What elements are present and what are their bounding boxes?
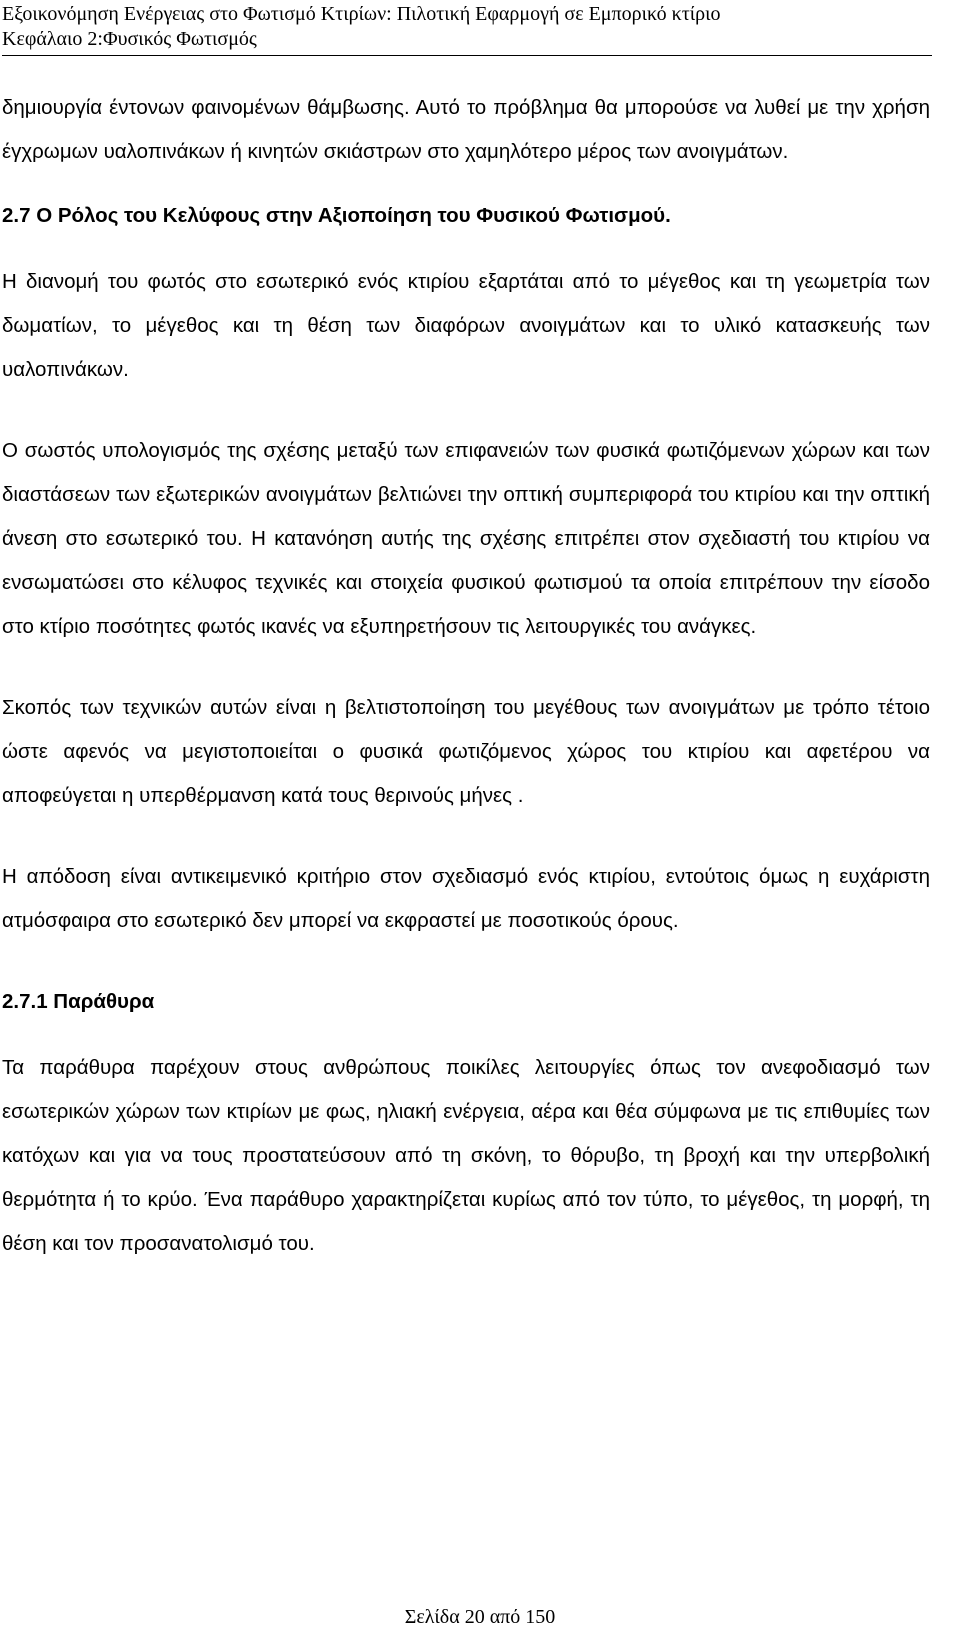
running-header	[2, 2, 932, 56]
paragraph-light-distribution: Η διανομή του φωτός στο εσωτερικό ενός κτιρίου εξαρτάται από το μέγεθος και τη γεωμετρία των δωματίων, το μέγεθος και τη θέση των διαφόρων ανοιγμάτων και το υλικό κατασκευής των υαλοπινάκων.	[2, 270, 930, 381]
header-title: Εξοικονόμηση Ενέργειας στο Φωτισμό Κτιρίων: Πιλοτική Εφαρμογή σε Εμπορικό κτίριο	[2, 3, 721, 25]
paragraph-continuation: δημιουργία έντονων φαινομένων θάμβωσης. Αυτό το πρόβλημα θα μπορούσε να λυθεί με την χρήση έγχρωμων υαλοπινάκων ή κινητών σκιάστρων στο χαμηλότερο μέρος των ανοιγμάτων.	[2, 96, 930, 163]
paragraph-performance-criterion: Η απόδοση είναι αντικειμενικό κριτήριο στον σχεδιασμό ενός κτιρίου, εντούτοις όμως η ευχάριστη ατμόσφαιρα στο εσωτερικό δεν μπορεί να εκφραστεί με ποσοτικούς όρους.	[2, 865, 930, 932]
page-number-footer: Σελίδα 20 από 150	[404, 1606, 556, 1628]
header-chapter: Κεφάλαιο 2:Φυσικός Φωτισμός	[2, 28, 257, 50]
paragraph-windows: Τα παράθυρα παρέχουν στους ανθρώπους ποικίλες λειτουργίες όπως τον ανεφοδιασμό των εσωτερικών χώρων των κτιρίων με φως, ηλιακή ενέργεια, αέρα και θέα σύμφωνα με τις επιθυμίες των κατόχων και για να τους προστατεύσουν από τη σκόνη, το θόρυβο, τη βροχή και την υπερβολική θερμότητα ή το κρύο. Ένα παράθυρο χαρακτηρίζεται κυρίως από τον τύπο, το μέγεθος, τη μορφή, τη θέση και τον προσανατολισμό του.	[2, 1056, 930, 1255]
subsection-heading-2-7-1: 2.7.1 Παράθυρα	[2, 990, 155, 1013]
document-body	[2, 86, 930, 1266]
paragraph-surface-relation: Ο σωστός υπολογισμός της σχέσης μεταξύ των επιφανειών των φυσικά φωτιζόμενων χώρων και των διαστάσεων των εξωτερικών ανοιγμάτων βελτιώνει την οπτική συμπεριφορά του κτιρίου και την οπτική άνεση στο εσωτερικό του. Η κατανόηση αυτής της σχέσης επιτρέπει στον σχεδιαστή του κτιρίου να ενσωματώσει στο κέλυφος τεχνικές και στοιχεία φυσικού φωτισμού τα οποία επιτρέπουν την είσοδο στο κτίριο ποσότητες φωτός ικανές να εξυπηρετήσουν τις λειτουργικές του ανάγκες.	[2, 439, 930, 638]
section-heading-2-7: 2.7 Ο Ρόλος του Κελύφους στην Αξιοποίηση του Φυσικού Φωτισμού.	[2, 204, 671, 227]
paragraph-techniques-purpose: Σκοπός των τεχνικών αυτών είναι η βελτιστοποίηση του μεγέθους των ανοιγμάτων με τρόπο τέτοιο ώστε αφενός να μεγιστοποιείται ο φυσικά φωτιζόμενος χώρος του κτιρίου και αφετέρου να αποφεύγεται η υπερθέρμανση κατά τους θερινούς μήνες .	[2, 696, 930, 807]
